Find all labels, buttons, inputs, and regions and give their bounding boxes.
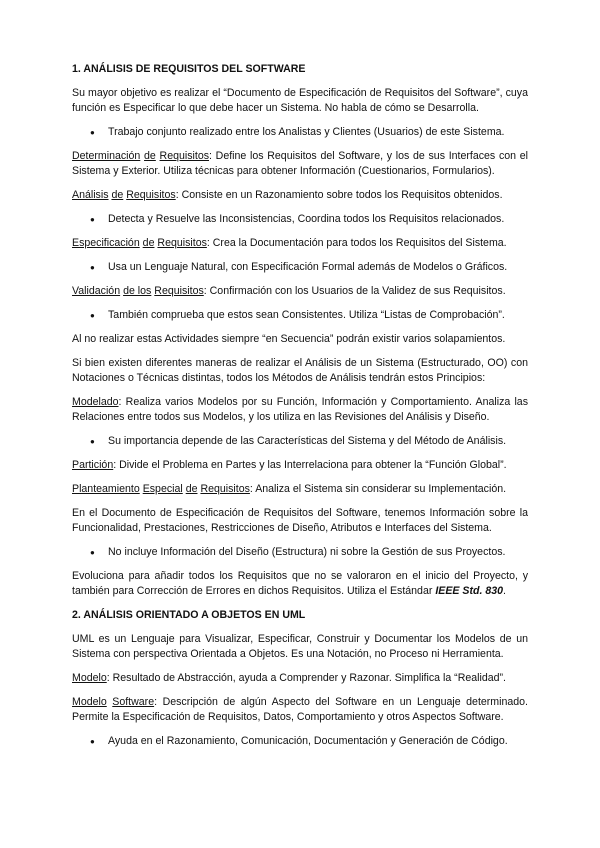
planteamiento-paragraph xyxy=(72,482,528,497)
term-requisitos: Requisitos xyxy=(126,189,176,201)
documento-paragraph: En el Documento de Especificación de Requisitos del Software, tenemos Información sobre la Funcionalidad, Prestaciones, Restricciones de Diseño, Atributos e Interfaces del Sistema. xyxy=(72,507,528,534)
term-modelo: Modelo xyxy=(72,696,107,708)
maneras-paragraph: Si bien existen diferentes maneras de realizar el Análisis de un Sistema (Estructurado, OO) con Notaciones o Técnicas distintas, todos los Métodos de Análisis tendrán estos Principios: xyxy=(72,357,528,384)
bullet-list xyxy=(72,734,528,749)
section-2-title: 2. ANÁLISIS ORIENTADO A OBJETOS EN UML xyxy=(72,609,306,621)
term-de-los: de los xyxy=(123,285,152,297)
evoluciona-text: Evoluciona para añadir todos los Requisitos que no se valoraron en el inicio del Proyecto, y también para Corrección de Errores en dichos Requisitos. Utiliza el Estándar xyxy=(72,570,528,597)
secuencia-paragraph: Al no realizar estas Actividades siempre “en Secuencia” podrán existir varios solapamientos. xyxy=(72,333,506,345)
document-content xyxy=(72,62,528,758)
analisis-paragraph xyxy=(72,188,528,203)
especificacion-text: : Crea la Documentación para todos los Requisitos del Sistema. xyxy=(206,237,507,249)
bullet-item: ● Usa un Lenguaje Natural, con Especificación Formal además de Modelos o Gráficos. xyxy=(72,260,528,275)
modelado-paragraph xyxy=(72,395,528,425)
term-modelado: Modelado xyxy=(72,396,119,408)
bullet-list xyxy=(72,434,528,449)
section-1-title: 1. ANÁLISIS DE REQUISITOS DEL SOFTWARE xyxy=(72,63,306,75)
especificacion-paragraph xyxy=(72,236,528,251)
modelado-text: : Realiza varios Modelos por su Función, Información y Comportamiento. Analiza las Relaciones entre todos sus Modelos, y los utiliza en las Revisiones del Análisis y Diseño. xyxy=(72,396,528,423)
term-de: de xyxy=(142,237,155,249)
term-requisitos: Requisitos xyxy=(159,150,210,162)
bullet-item: ● No incluye Información del Diseño (Estructura) ni sobre la Gestión de sus Proyectos. xyxy=(72,545,528,560)
bullet-list xyxy=(72,308,528,323)
term-especial: Especial xyxy=(142,483,183,495)
ieee-standard: IEEE Std. 830 xyxy=(435,585,504,597)
term-requisitos: Requisitos xyxy=(200,483,250,495)
bullet-item: ● Ayuda en el Razonamiento, Comunicación, Documentación y Generación de Código. xyxy=(72,734,528,749)
term-requisitos: Requisitos xyxy=(157,237,207,249)
modelo-software-paragraph xyxy=(72,695,528,725)
term-particion: Partición xyxy=(72,459,114,471)
modelo-software-text: : Descripción de algún Aspecto del Software en un Lenguaje determinado. Permite la Especificación de Requisitos, Datos, Comportamiento y otros Aspectos Software. xyxy=(72,696,528,723)
analisis-text: : Consiste en un Razonamiento sobre todos los Requisitos obtenidos. xyxy=(175,189,503,201)
validacion-paragraph xyxy=(72,284,528,299)
bullet-list xyxy=(72,260,528,275)
planteamiento-text: : Analiza el Sistema sin considerar su Implementación. xyxy=(249,483,507,495)
determinacion-paragraph xyxy=(72,149,528,179)
bullet-list xyxy=(72,545,528,560)
term-software: Software xyxy=(112,696,155,708)
term-de: de xyxy=(111,189,124,201)
term-especificacion: Especificación xyxy=(72,237,140,249)
term-analisis: Análisis xyxy=(72,189,109,201)
evoluciona-paragraph xyxy=(72,569,528,599)
validacion-text: : Confirmación con los Usuarios de la Validez de sus Requisitos. xyxy=(203,285,506,297)
determinacion-text: : Define los Requisitos del Software, y los de sus Interfaces con el Sistema y Exterior. Utiliza técnicas para obtener Información (Cuestionarios, Formularios). xyxy=(72,150,528,177)
bullet-list xyxy=(72,125,528,140)
modelo-paragraph xyxy=(72,671,528,686)
intro-paragraph: Su mayor objetivo es realizar el “Documento de Especificación de Requisitos del Software”, cuya función es Especificar lo que debe hacer un Sistema. No habla de cómo se Desarrolla. xyxy=(72,87,528,114)
bullet-item: ● Detecta y Resuelve las Inconsistencias, Coordina todos los Requisitos relacionados. xyxy=(72,212,528,227)
modelo-text: : Resultado de Abstracción, ayuda a Comprender y Razonar. Simplifica la “Realidad”. xyxy=(106,672,506,684)
uml-paragraph: UML es un Lenguaje para Visualizar, Especificar, Construir y Documentar los Modelos de un Sistema con perspectiva Orientada a Objetos. Es una Notación, no Proceso ni Herramienta. xyxy=(72,633,528,660)
particion-text: : Divide el Problema en Partes y las Interrelaciona para obtener la “Función Global”. xyxy=(113,459,507,471)
term-de: de xyxy=(144,150,156,162)
bullet-item: ● Trabajo conjunto realizado entre los Analistas y Clientes (Usuarios) de este Sistema. xyxy=(72,125,528,140)
bullet-list xyxy=(72,212,528,227)
term-de: de xyxy=(185,483,198,495)
evoluciona-end: . xyxy=(503,585,506,597)
term-modelo: Modelo xyxy=(72,672,107,684)
term-determinacion: Determinación xyxy=(72,150,141,162)
term-planteamiento: Planteamiento xyxy=(72,483,140,495)
term-requisitos: Requisitos xyxy=(154,285,204,297)
particion-paragraph xyxy=(72,458,528,473)
bullet-item: ● Su importancia depende de las Características del Sistema y del Método de Análisis. xyxy=(72,434,528,449)
term-validacion: Validación xyxy=(72,285,121,297)
bullet-item: ● También comprueba que estos sean Consistentes. Utiliza “Listas de Comprobación”. xyxy=(72,308,528,323)
